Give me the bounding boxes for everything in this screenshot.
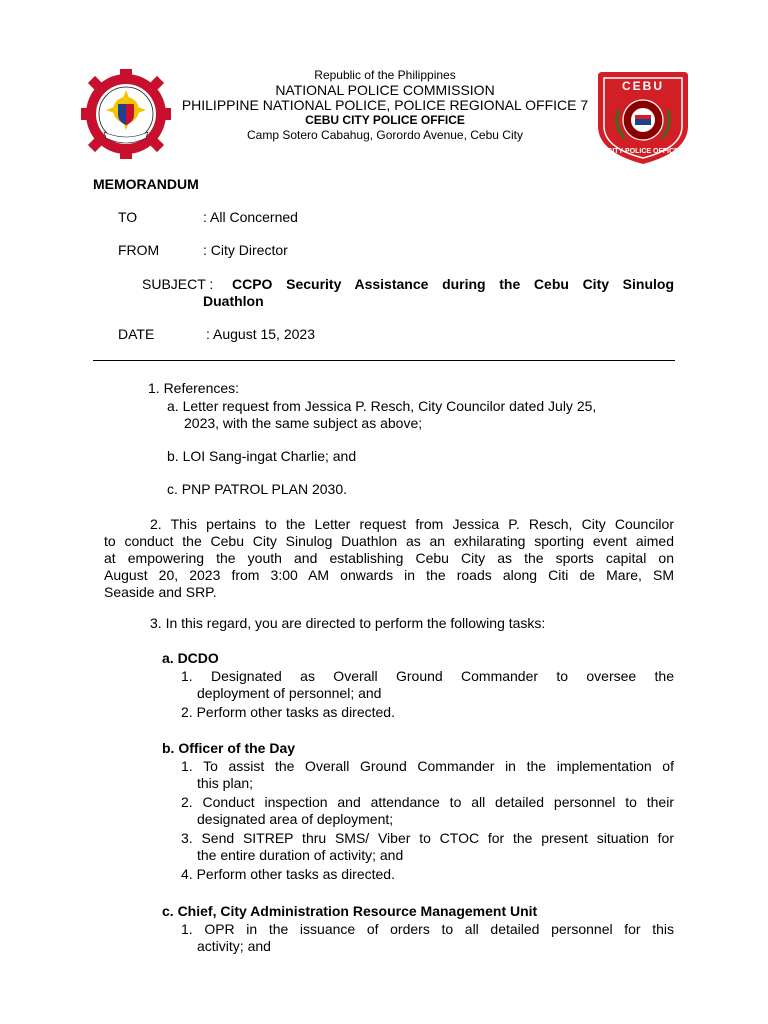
para2-line2: to conduct the Cebu City Sinulog Duathlon as an exhilarating sporting event aimed bbox=[104, 533, 674, 549]
svg-text:CEBU: CEBU bbox=[621, 79, 665, 93]
header-napolcom: NATIONAL POLICE COMMISSION bbox=[275, 82, 495, 98]
to-value: : All Concerned bbox=[203, 209, 298, 225]
para3-intro: 3. In this regard, you are directed to perform the following tasks: bbox=[150, 615, 546, 631]
header-republic: Republic of the Philippines bbox=[314, 68, 456, 82]
from-value: : City Director bbox=[203, 242, 288, 258]
ccpo-badge-logo bbox=[596, 70, 690, 166]
reference-b: b. LOI Sang-ingat Charlie; and bbox=[167, 448, 357, 464]
section-a-item1-line2: deployment of personnel; and bbox=[197, 685, 382, 701]
pnp-seal-logo bbox=[80, 68, 172, 160]
pnp-seal-icon bbox=[80, 68, 172, 160]
header-pnp-pro7: PHILIPPINE NATIONAL POLICE, POLICE REGIONAL OFFICE 7 bbox=[181, 97, 589, 113]
header-address: Camp Sotero Cabahug, Gorordo Avenue, Cebu City bbox=[247, 128, 523, 142]
date-label: DATE bbox=[118, 326, 155, 342]
para2-line4: August 20, 2023 from 3:00 AM onwards in the roads along Citi de Mare, SM bbox=[104, 567, 674, 583]
subject-label: SUBJECT : bbox=[142, 276, 214, 292]
section-a-item2: 2. Perform other tasks as directed. bbox=[181, 704, 395, 720]
reference-c: c. PNP PATROL PLAN 2030. bbox=[167, 481, 348, 497]
section-a-item1-line1: 1. Designated as Overall Ground Commander to oversee the bbox=[181, 668, 674, 684]
section-b-item2-line1: 2. Conduct inspection and attendance to all detailed personnel to their bbox=[181, 794, 674, 810]
para2-line3: at empowering the youth and establishing Cebu City as the sports capital on bbox=[104, 550, 674, 566]
section-b-item1-line2: this plan; bbox=[197, 775, 254, 791]
reference-a-line1: a. Letter request from Jessica P. Resch, City Councilor dated July 25, bbox=[167, 398, 597, 414]
section-b-item3-line1: 3. Send SITREP thru SMS/ Viber to CTOC for the present situation for bbox=[181, 830, 674, 846]
ccpo-badge-icon bbox=[596, 70, 690, 166]
section-b-item1-line1: 1. To assist the Overall Ground Commander in the implementation of bbox=[181, 758, 674, 774]
para2-line5: Seaside and SRP. bbox=[104, 584, 217, 600]
memo-title: MEMORANDUM bbox=[93, 176, 199, 192]
section-c-item1-line1: 1. OPR in the issuance of orders to all detailed personnel for this bbox=[181, 921, 674, 937]
date-value: : August 15, 2023 bbox=[206, 326, 315, 342]
subject-value-line1: CCPO Security Assistance during the Cebu City Sinulog bbox=[232, 276, 674, 292]
para2-first-line: 2. This pertains to the Letter request from Jessica P. Resch, City Councilor bbox=[150, 516, 674, 532]
subject-value-line2: Duathlon bbox=[203, 293, 264, 309]
from-label: FROM bbox=[118, 242, 160, 258]
section-c-title: c. Chief, City Administration Resource Management Unit bbox=[162, 903, 538, 919]
reference-a-line2: 2023, with the same subject as above; bbox=[184, 415, 423, 431]
section-c-item1-line2: activity; and bbox=[197, 938, 271, 954]
section-a-title: a. DCDO bbox=[162, 650, 219, 666]
header-ccpo: CEBU CITY POLICE OFFICE bbox=[305, 113, 465, 127]
section-b-item3-line2: the entire duration of activity; and bbox=[197, 847, 404, 863]
section-b-item4: 4. Perform other tasks as directed. bbox=[181, 866, 395, 882]
header-divider bbox=[93, 360, 675, 361]
svg-text:CITY POLICE OFFICE: CITY POLICE OFFICE bbox=[607, 148, 679, 155]
section-b-title: b. Officer of the Day bbox=[162, 740, 296, 756]
references-title: 1. References: bbox=[148, 380, 240, 396]
to-label: TO bbox=[118, 209, 138, 225]
section-b-item2-line2: designated area of deployment; bbox=[197, 811, 394, 827]
